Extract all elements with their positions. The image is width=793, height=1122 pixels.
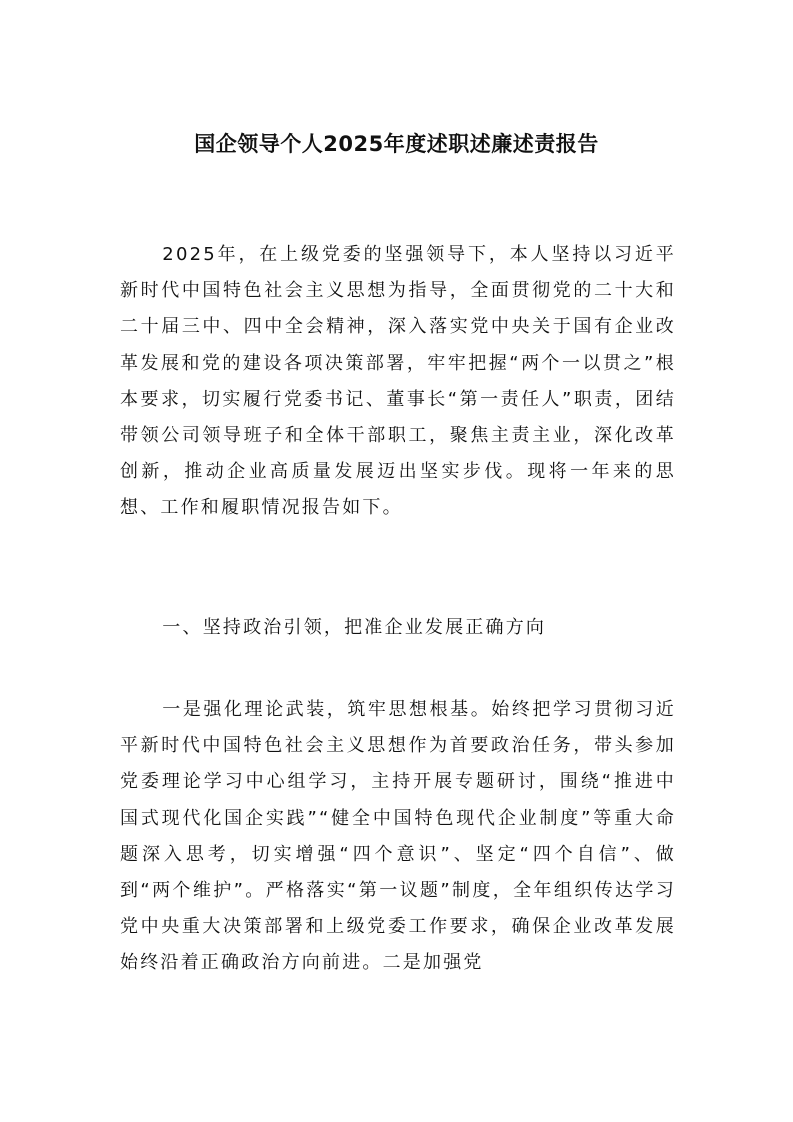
intro-paragraph: 2025年，在上级党委的坚强领导下，本人坚持以习近平新时代中国特色社会主义思想为指导，全面贯彻党的二十大和二十届三中、四中全会精神，深入落实党中央关于国有企业改革发展和党的建设各项决策部署，牢牢把握“两个一以贯之”根本要求，切实履行党委书记、董事长“第一责任人”职责，团结带领公司领导班子和全体干部职工，聚焦主责主业，深化改革创新，推动企业高质量发展迈出坚实步伐。现将一年来的思想、工作和履职情况报告如下。 <box>120 244 676 519</box>
page-title: 国企领导个人2025年度述职述廉述责报告 <box>194 132 599 156</box>
section-heading: 一、坚持政治引领，把准企业发展正确方向 <box>162 617 547 638</box>
section-paragraph: 一是强化理论武装，筑牢思想根基。始终把学习贯彻习近平新时代中国特色社会主义思想作为首要政治任务，带头参加党委理论学习中心组学习，主持开展专题研讨，围绕“推进中国式现代化国企实践”“健全中国特色现代企业制度”等重大命题深入思考，切实增强“四个意识”、坚定“四个自信”、做到“两个维护”。严格落实“第一议题”制度，全年组织传达学习党中央重大决策部署和上级党委工作要求，确保企业改革发展始终沿着正确政治方向前进。二是加强党 <box>120 699 676 974</box>
